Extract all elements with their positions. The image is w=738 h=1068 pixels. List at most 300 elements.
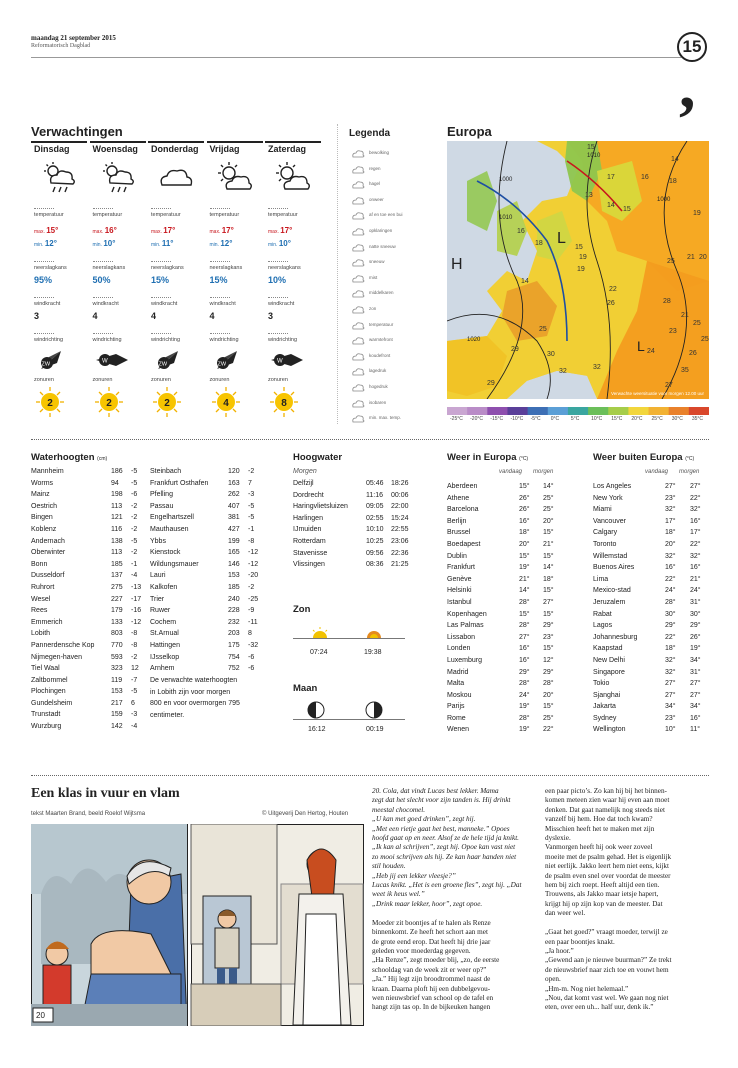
story-line: een paar picto’s. Zo kan hij bij het binnen- [545, 787, 667, 795]
story-line: zegt dat het slecht voor zijn tanden is. Hij drinkt [372, 796, 511, 805]
story-line: binnenkomt. Ze heeft het schort aan met [372, 928, 488, 937]
table-cell: -2 [131, 653, 138, 661]
story-line: „Ha Renze”, zegt moeder blij, „zo, de eerste [372, 956, 500, 965]
map-temperature: 28 [663, 298, 671, 305]
table-cell: -1 [248, 525, 255, 533]
table-row [447, 585, 567, 597]
svg-text:ZW: ZW [41, 361, 51, 368]
table-cell: 25° [543, 494, 554, 502]
table-cell: 20° [543, 691, 554, 699]
story-line: denken. Dat gaat namelijk nog steeds niet [545, 805, 665, 814]
scale-swatch [568, 407, 589, 415]
scale-label: 0°C [550, 416, 560, 422]
svg-text:W: W [101, 358, 108, 365]
dots [268, 333, 288, 334]
table-row [150, 524, 260, 536]
table-cell: Dordrecht [293, 491, 324, 499]
svg-text:4: 4 [222, 398, 229, 409]
table-cell: Kalkofen [150, 583, 178, 591]
legend-symbol-icon [351, 226, 365, 238]
legend-item: regen [351, 164, 431, 177]
table-cell: 198 [111, 491, 123, 499]
weer-europa-table [447, 481, 567, 736]
water-note-line: in Lobith zijn voor morgen [150, 688, 231, 696]
dir-label: windrichting [268, 337, 298, 343]
table-cell: Madrid [447, 668, 469, 676]
table-cell: 25° [543, 506, 554, 514]
wind-direction-arrow-icon [269, 347, 305, 373]
table-row [31, 489, 146, 501]
table-row [150, 640, 260, 652]
table-row [150, 466, 260, 478]
table-cell: Ruhrort [31, 583, 55, 591]
table-cell: 16° [690, 564, 701, 572]
sun-label: zonuren [92, 377, 113, 383]
table-row [593, 504, 713, 516]
table-cell: 34° [690, 656, 701, 664]
table-cell: 17° [690, 529, 701, 537]
table-row [150, 501, 260, 513]
table-cell: Engelhartszell [150, 514, 194, 522]
table-cell: Steinbach [150, 468, 182, 475]
story-line: Trouwens, als Jakko maar ietsje hapert, [545, 890, 659, 899]
table-cell: 159 [111, 711, 123, 719]
dots [34, 297, 54, 298]
story-line: stil houden. [372, 862, 406, 871]
table-cell: 27° [665, 691, 676, 699]
table-row [593, 516, 713, 528]
table-row [447, 724, 567, 736]
isobar-label: 1010 [587, 153, 601, 159]
table-cell: 15° [543, 703, 554, 711]
map-temperature: 13 [585, 192, 593, 199]
table-cell: 28° [519, 622, 530, 630]
table-cell: 00:06 [391, 491, 409, 499]
table-cell: 27° [543, 598, 554, 606]
table-cell: 23° [543, 633, 554, 641]
table-cell: 21° [543, 540, 554, 548]
table-cell: 29° [665, 622, 676, 630]
table-row [447, 574, 567, 586]
rain-label: neerslagkans [151, 265, 184, 271]
scale-label: 30°C [671, 416, 683, 422]
legend-symbol-icon [351, 351, 365, 363]
table-cell: Toronto [593, 540, 617, 548]
moon-first-quarter-icon [307, 701, 325, 719]
legend-symbol-icon [351, 304, 365, 316]
table-cell: -32 [248, 641, 259, 649]
map-temperature: 32 [593, 364, 601, 371]
story-line: kraan. Daarna ploft hij een dubbelgevou- [372, 984, 491, 993]
day-name: Woensdag [92, 144, 138, 154]
table-cell: 10° [665, 726, 676, 734]
table-cell: 185 [111, 560, 123, 568]
table-cell: 24° [665, 587, 676, 595]
table-cell: 15° [543, 587, 554, 595]
table-row [593, 551, 713, 563]
map-temperature: 14 [607, 202, 615, 209]
wind-force: 3 [34, 311, 40, 321]
map-temperature: 21 [687, 254, 695, 261]
table-row [150, 628, 260, 640]
table-row [447, 481, 567, 493]
table-cell: Lobith [31, 630, 51, 638]
table-cell: 15° [543, 645, 554, 653]
legend-symbol-icon [351, 195, 365, 207]
table-cell: Kienstock [150, 549, 181, 557]
table-cell: 21° [690, 575, 701, 583]
sunset-time: 19:38 [364, 649, 382, 656]
map-temperature: 19 [577, 266, 585, 273]
story-line: „Nou, dat komt vast wel. We gaan nog niet [545, 993, 669, 1002]
dots [210, 208, 230, 209]
dots [34, 208, 54, 209]
scale-label: -10°C [510, 416, 524, 422]
temp-max: max. 17° [151, 226, 176, 235]
table-cell: 427 [228, 525, 240, 533]
story-line: wen nieuwsbrief van school op de tafel en [372, 993, 494, 1002]
table-cell: 15° [519, 610, 530, 618]
table-row [593, 632, 713, 644]
table-row [593, 724, 713, 736]
story-line: eten, over een uh... half uur, denk ik.” [545, 1003, 654, 1012]
sun-cloud-icon [273, 161, 313, 200]
table-cell: 32° [665, 668, 676, 676]
table-cell: 163 [228, 479, 240, 487]
story-line: „Met een rietje gaat het best, manneke.” Opoes [372, 824, 510, 833]
table-row [31, 570, 146, 582]
story-column-2 [545, 787, 715, 1013]
map-temperature: 35 [681, 367, 689, 374]
table-cell: 29° [519, 668, 530, 676]
table-cell: -2 [131, 549, 138, 557]
table-cell: -5 [131, 688, 138, 696]
table-row [31, 466, 146, 478]
map-temperature: 32 [559, 368, 567, 375]
table-cell: Ybbs [150, 537, 166, 545]
temp-max: max. 16° [92, 226, 117, 235]
table-cell: Luxemburg [447, 656, 483, 664]
table-cell: 8 [248, 630, 252, 638]
table-row [293, 478, 443, 490]
forecast-day-4 [265, 141, 321, 421]
section-divider [31, 439, 709, 440]
table-cell: -5 [131, 479, 138, 487]
map-temperature: 22 [609, 286, 617, 293]
table-cell: Rabat [593, 610, 612, 618]
scale-swatch [548, 407, 569, 415]
table-cell: 34° [665, 703, 676, 711]
legend-item: koudefront [351, 351, 431, 364]
table-cell: Kaapstad [593, 645, 623, 653]
legend-item: temperatuur [351, 320, 431, 333]
paper-name: Reformatorisch Dagblad [31, 43, 91, 49]
table-cell: 28° [519, 680, 530, 688]
table-cell: 32° [690, 506, 701, 514]
table-cell: 27° [690, 691, 701, 699]
story-line: schooldag van de week zit er weer op?” [372, 965, 487, 974]
table-cell: 16° [665, 564, 676, 572]
table-cell: Bingen [31, 514, 53, 522]
weer-europa-title: Weer in Europa (°C) [447, 452, 529, 463]
table-cell: 21:25 [391, 561, 409, 569]
table-cell: Frankfurt Osthafen [150, 479, 209, 487]
rain-cloud-icon [39, 161, 79, 200]
table-cell: 18° [519, 529, 530, 537]
weer-buiten-table [593, 481, 713, 736]
table-row [593, 493, 713, 505]
isobar-label: 1000 [657, 197, 671, 203]
map-temperature: 14 [521, 278, 529, 285]
temp-max: max. 17° [268, 226, 293, 235]
scale-label: -20°C [470, 416, 483, 422]
moon-line [293, 719, 405, 720]
story-line: de grote eend erop. Dat heeft hij drie jaar [372, 937, 491, 946]
weer-europa-header: vandaag morgen [499, 469, 554, 475]
story-line: „U kan met goed drinken”, zegt hij. [372, 815, 476, 824]
story-line: een paar boontjes knakt. [545, 937, 615, 946]
temp-min: min. 10° [268, 239, 291, 248]
story-line: zo mooi schrijven als hij. Ze kan haar handen niet [372, 852, 517, 861]
table-cell: 138 [111, 537, 123, 545]
table-cell: Londen [447, 645, 471, 653]
wind-label: windkracht [268, 301, 295, 307]
sun-label: zonuren [268, 377, 288, 383]
table-cell: Tiel Waal [31, 665, 60, 673]
dots [151, 333, 171, 334]
table-cell: Passau [150, 502, 174, 510]
table-cell: New Delhi [593, 656, 625, 664]
table-cell: -8 [248, 537, 255, 545]
table-cell: Istanbul [447, 598, 472, 606]
table-cell: Kopenhagen [447, 610, 487, 618]
dots [210, 261, 230, 262]
table-cell: 407 [228, 502, 240, 510]
table-row [150, 570, 260, 582]
story-line: „Heb jij een lekker vleesje?” [372, 871, 456, 880]
table-cell: Aberdeen [447, 483, 478, 490]
story-line: krijgt hij op zijn kop van de meester. Dat [545, 899, 663, 908]
svg-text:W: W [277, 358, 283, 365]
table-cell: Arnhem [150, 665, 175, 673]
table-row [31, 512, 146, 524]
table-cell: Rome [447, 714, 466, 722]
weer-buiten-title: Weer buiten Europa (°C) [593, 452, 695, 463]
svg-text:2: 2 [105, 398, 112, 409]
map-temperature: 26 [607, 300, 615, 307]
table-cell: 15° [519, 552, 530, 560]
table-cell: Mainz [31, 491, 50, 499]
legend-title: Legenda [349, 128, 391, 139]
table-row [31, 640, 146, 652]
svg-text:ZW: ZW [158, 361, 168, 368]
rain-chance: 15% [151, 275, 170, 285]
table-cell: Oestrich [31, 502, 58, 510]
sun-hours-icon [34, 387, 66, 417]
table-cell: -5 [248, 514, 255, 522]
table-cell: 120 [228, 468, 240, 475]
table-cell: 22° [543, 726, 554, 734]
scale-swatch [669, 407, 690, 415]
rain-chance: 50% [92, 275, 111, 285]
table-cell: Frankfurt [447, 564, 476, 572]
tide-sub: Morgen [293, 468, 317, 475]
dots [93, 261, 113, 262]
table-row [150, 605, 260, 617]
table-cell: 15° [543, 610, 554, 618]
table-cell: Jakarta [593, 703, 616, 711]
table-cell: New York [593, 494, 623, 502]
table-row [593, 585, 713, 597]
table-cell: Wellington [593, 726, 626, 734]
map-temperature: 25 [539, 326, 547, 333]
table-cell: Buenos Aires [593, 564, 635, 572]
day-top-bar [265, 141, 321, 143]
map-temperature: 16 [517, 228, 525, 235]
table-row [31, 628, 146, 640]
forecast-day-0 [31, 141, 87, 421]
table-cell: Pfelling [150, 491, 173, 499]
table-cell: Mexico-stad [593, 587, 631, 595]
scale-label: 5°C [570, 416, 580, 422]
table-row [31, 675, 146, 687]
legend-symbol-icon [351, 288, 365, 300]
table-cell: -7 [131, 676, 138, 684]
table-cell: -12 [248, 560, 259, 568]
table-cell: Lauri [150, 572, 166, 580]
sun-title: Zon [293, 604, 311, 615]
table-row [593, 643, 713, 655]
table-row [150, 652, 260, 664]
table-cell: 24° [519, 691, 530, 699]
table-row [593, 481, 713, 493]
horizon-line [293, 638, 405, 639]
table-cell: -2 [248, 468, 255, 475]
story-line: „Drink maar lekker, hoor”, zegt opoe. [372, 899, 483, 908]
legend-item: hogedruk [351, 382, 431, 395]
table-row [31, 663, 146, 675]
table-cell: 803 [111, 630, 123, 638]
story-line: open. [545, 975, 561, 984]
table-cell: 14° [543, 483, 554, 490]
dots [268, 297, 288, 298]
story-line: geleden voor moederdag gegeven. [372, 946, 471, 955]
table-cell: Sydney [593, 714, 617, 722]
story-line: „Gewend aan je nieuwe buurman?” Ze trekt [545, 956, 672, 965]
table-cell: 22° [665, 575, 676, 583]
sun-cloud-icon [215, 161, 255, 200]
scale-swatch [689, 407, 709, 415]
dir-label: windrichting [92, 337, 122, 343]
table-row [593, 701, 713, 713]
table-row [150, 663, 260, 675]
table-cell: 10:10 [366, 526, 384, 534]
table-row [593, 562, 713, 574]
sun-hours-icon [268, 387, 300, 417]
table-row [593, 620, 713, 632]
moon-title: Maan [293, 683, 318, 694]
table-row [447, 632, 567, 644]
temp-min: min. 12° [34, 239, 57, 248]
table-cell: 32° [665, 656, 676, 664]
table-cell: 175 [228, 641, 240, 649]
table-cell: 20° [665, 540, 676, 548]
table-row [31, 686, 146, 698]
table-cell: Jeruzalem [593, 598, 626, 606]
story-line: „Ja.” Hij legt zijn broodtrommel naast de [372, 975, 491, 984]
table-cell: 12 [131, 665, 139, 673]
dots [210, 333, 230, 334]
table-cell: 16° [690, 517, 701, 525]
svg-text:2: 2 [47, 398, 53, 409]
table-cell: Pannerdensche Kop [31, 641, 95, 649]
table-cell: Bonn [31, 560, 48, 568]
legend-item: warmtefront [351, 335, 431, 348]
moon-time-1: 16:12 [308, 726, 326, 733]
legend-symbol-icon [351, 335, 365, 347]
scale-swatch [528, 407, 549, 415]
story-column-1 [372, 787, 542, 1013]
table-row [447, 690, 567, 702]
table-cell: 94 [111, 479, 119, 487]
sun-label: zonuren [209, 377, 230, 383]
story-line: „Gaat het goed?” vraagt moeder, terwijl ze [545, 928, 668, 937]
table-cell: 227 [111, 595, 123, 603]
table-row [31, 652, 146, 664]
legend-item: onweer [351, 195, 431, 208]
map-temperature: 15 [587, 144, 595, 151]
table-cell: 153 [228, 572, 240, 580]
table-cell: 22° [690, 540, 701, 548]
table-cell: 22:36 [391, 549, 409, 557]
table-cell: 02:55 [366, 514, 384, 522]
table-cell: -3 [248, 491, 255, 499]
table-cell: Athene [447, 494, 470, 502]
table-cell: 165 [228, 549, 240, 557]
table-row [31, 709, 146, 721]
temp-label: temperatuur [268, 212, 298, 218]
table-cell: 179 [111, 607, 123, 615]
dots [268, 208, 288, 209]
europe-map-title: Europa [447, 124, 492, 139]
table-cell: -17 [131, 595, 142, 603]
water-note-line: centimeter. [150, 711, 185, 719]
legend-symbol-icon [351, 210, 365, 222]
table-cell: Trunstadt [31, 711, 61, 719]
table-cell: Plochingen [31, 688, 66, 696]
table-cell: 23:06 [391, 537, 409, 545]
table-cell: Rotterdam [293, 537, 326, 545]
temp-min: min. 10° [92, 239, 116, 248]
map-caption: Verwachte weersituatie voor morgen 12.00 uur [611, 391, 705, 396]
dots [210, 297, 230, 298]
dots [268, 261, 288, 262]
dots [151, 208, 171, 209]
story-line: niet eerlijk. Jakko leert hem niet eens, kijkt [545, 862, 669, 871]
table-cell: Zaltbommel [31, 676, 68, 684]
forecast-day-1 [90, 141, 146, 421]
table-row [447, 539, 567, 551]
table-cell: 14° [543, 564, 554, 572]
table-cell: Miami [593, 506, 612, 514]
wind-direction-arrow-icon [35, 347, 71, 373]
table-cell: Lima [593, 575, 609, 583]
table-row [593, 597, 713, 609]
table-row [31, 536, 146, 548]
table-row [293, 501, 443, 513]
rain-label: neerslagkans [268, 265, 301, 271]
svg-text:ZW: ZW [217, 361, 226, 368]
